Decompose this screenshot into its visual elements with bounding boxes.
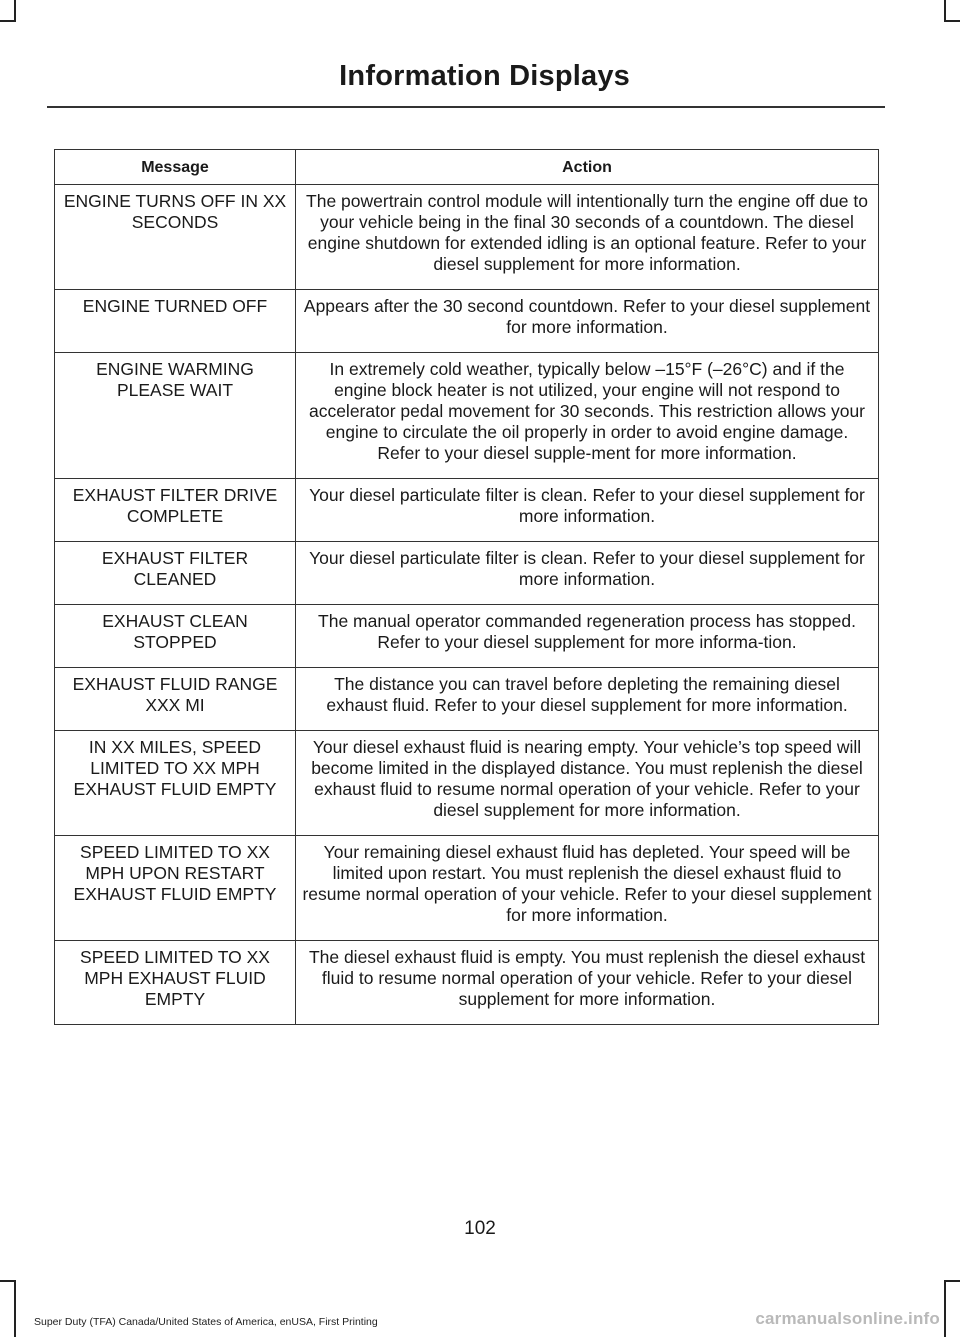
message-cell: SPEED LIMITED TO XX MPH UPON RESTART EXHAUST FLUID EMPTY — [55, 836, 296, 941]
page-title: Information Displays — [339, 60, 630, 92]
message-cell: EXHAUST FILTER CLEANED — [55, 542, 296, 605]
action-cell: Your remaining diesel exhaust fluid has depleted. Your speed will be limited upon restart. You must replenish the diesel exhaust fluid to resume normal operation of your vehicle. Refer to your diesel supplement for more information. — [296, 836, 879, 941]
action-cell: The distance you can travel before depleting the remaining diesel exhaust fluid. Refer to your diesel supplement for more information. — [296, 668, 879, 731]
message-cell: ENGINE WARMING PLEASE WAIT — [55, 353, 296, 479]
column-header-message: Message — [55, 150, 296, 185]
action-cell: Your diesel particulate filter is clean. Refer to your diesel supplement for more information. — [296, 542, 879, 605]
table-row — [55, 542, 879, 605]
action-cell: The powertrain control module will intentionally turn the engine off due to your vehicle being in the final 30 seconds of a countdown. The diesel engine shutdown for extended idling is an optional feature. Refer to your diesel supplement for more information. — [296, 185, 879, 290]
message-cell: SPEED LIMITED TO XX MPH EXHAUST FLUID EMPTY — [55, 941, 296, 1025]
message-cell: EXHAUST FLUID RANGE XXX MI — [55, 668, 296, 731]
table-row — [55, 941, 879, 1025]
crop-mark-top-right — [944, 0, 946, 22]
table-row — [55, 479, 879, 542]
message-cell: ENGINE TURNED OFF — [55, 290, 296, 353]
watermark: carmanualsonline.info — [755, 1309, 940, 1328]
crop-mark-bottom-right — [944, 1280, 946, 1337]
table-row — [55, 353, 879, 479]
crop-mark-bottom-right — [944, 1280, 960, 1282]
crop-mark-top-left — [14, 0, 16, 22]
table-header-row — [55, 150, 879, 185]
action-cell: Appears after the 30 second countdown. Refer to your diesel supplement for more information. — [296, 290, 879, 353]
table-row — [55, 836, 879, 941]
column-header-action: Action — [296, 150, 879, 185]
action-cell: The diesel exhaust fluid is empty. You must replenish the diesel exhaust fluid to resume normal operation of your vehicle. Refer to your diesel supplement for more information. — [296, 941, 879, 1025]
page-number: 102 — [464, 1218, 496, 1239]
table-row — [55, 605, 879, 668]
action-cell: Your diesel exhaust fluid is nearing empty. Your vehicle’s top speed will become limited in the displayed distance. You must replenish the diesel exhaust fluid to resume normal operation of your vehicle. Refer to your diesel supplement for more information. — [296, 731, 879, 836]
message-cell: ENGINE TURNS OFF IN XX SECONDS — [55, 185, 296, 290]
action-cell: The manual operator commanded regeneration process has stopped. Refer to your diesel supplement for more informa-tion. — [296, 605, 879, 668]
action-cell: Your diesel particulate filter is clean. Refer to your diesel supplement for more information. — [296, 479, 879, 542]
table-row — [55, 290, 879, 353]
message-cell: EXHAUST FILTER DRIVE COMPLETE — [55, 479, 296, 542]
action-cell: In extremely cold weather, typically below –15°F (–26°C) and if the engine block heater is not utilized, your engine will not respond to accelerator pedal movement for 30 seconds. This restriction allows your engine to circulate the oil properly in order to avoid engine damage. Refer to your diesel supple-ment for more information. — [296, 353, 879, 479]
table-row — [55, 185, 879, 290]
header-divider — [47, 106, 885, 108]
message-cell: EXHAUST CLEAN STOPPED — [55, 605, 296, 668]
footer-text: Super Duty (TFA) Canada/United States of America, enUSA, First Printing — [34, 1316, 378, 1328]
message-cell: IN XX MILES, SPEED LIMITED TO XX MPH EXHAUST FLUID EMPTY — [55, 731, 296, 836]
crop-mark-top-right — [944, 20, 960, 22]
table-row — [55, 731, 879, 836]
crop-mark-top-left — [0, 20, 16, 22]
messages-table — [54, 149, 879, 1025]
crop-mark-bottom-left — [0, 1280, 16, 1282]
table-row — [55, 668, 879, 731]
crop-mark-bottom-left — [14, 1280, 16, 1337]
